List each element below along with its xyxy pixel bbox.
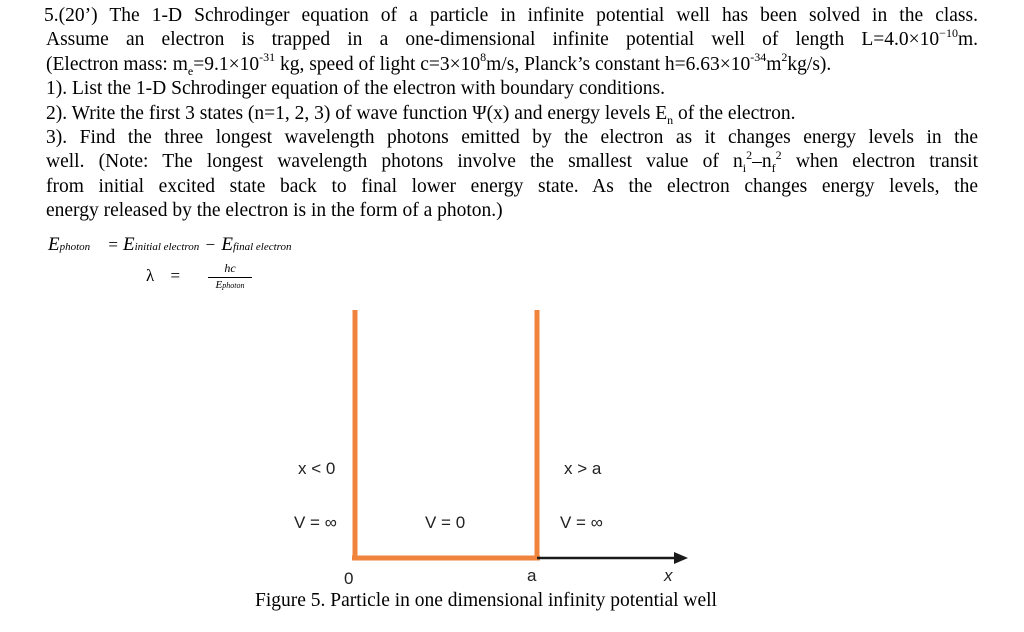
text-segment: of the electron.	[673, 102, 796, 124]
text-segment: =9.1×10	[193, 53, 260, 75]
label-middle-potential: V = 0	[425, 513, 466, 532]
subscript: n	[667, 112, 674, 127]
figure-caption: Figure 5. Particle in one dimensional infinity potential well	[255, 590, 717, 611]
exponent: -34	[750, 50, 767, 65]
subscript: e	[187, 63, 194, 78]
problem-line-4: 1). List the 1-D Schrodinger equation of the electron with boundary conditions.	[46, 78, 665, 100]
problem-line-1: 5.(20’) The 1-D Schrodinger equation of a particle in infinite potential well has been solved in the class.	[44, 5, 978, 26]
text-segment: –n	[752, 151, 772, 173]
label-left-potential: V = ∞	[294, 513, 337, 532]
tick-zero: 0	[344, 569, 354, 588]
eq-symbol: E	[215, 279, 223, 291]
tick-a: a	[527, 566, 537, 585]
exponent: 2	[746, 147, 753, 162]
x-axis-arrowhead	[674, 552, 688, 564]
eq-symbol: E	[221, 234, 233, 255]
eq-subscript: initial electron	[134, 241, 200, 253]
text-segment: m/s, Planck’s constant h=6.63×10	[486, 53, 751, 75]
eq-subscript: final electron	[233, 241, 292, 253]
text-segment: kg/s).	[787, 53, 832, 75]
eq-minus: −	[205, 235, 216, 254]
eq-subscript: photon	[222, 281, 245, 290]
eq-equals: =	[108, 235, 119, 254]
exponent: −10	[939, 25, 958, 40]
problem-line-6: 3). Find the three longest wavelength photons emitted by the electron as it changes energy levels in the	[46, 127, 978, 149]
eq-equals: =	[170, 266, 181, 285]
axis-label-x: x	[664, 566, 673, 585]
problem-line-2-end: m.	[957, 29, 978, 51]
exponent: 8	[480, 50, 487, 65]
subscript: f	[771, 161, 776, 176]
exponent: 2	[781, 50, 788, 65]
problem-line-8: from initial excited state back to final lower energy state. As the electron changes energy levels, the	[46, 175, 978, 197]
problem-line-2-text: Assume an electron is trapped in a one-dimensional infinite potential well of length L=4.0×10	[46, 29, 940, 51]
exponent: 2	[775, 147, 782, 162]
subscript: i	[742, 161, 747, 176]
exponent: -31	[259, 50, 276, 65]
problem-line-3-text: (Electron mass: m	[46, 53, 188, 75]
eq-symbol: E	[123, 234, 135, 255]
label-right-potential: V = ∞	[560, 513, 603, 532]
text-segment: kg, speed of light c=3×10	[275, 53, 481, 75]
label-right-region: x > a	[564, 459, 602, 478]
text-segment: m	[766, 53, 782, 75]
problem-line-9: energy released by the electron is in the form of a photon.)	[46, 200, 503, 222]
text-segment: when electron transit	[781, 151, 978, 173]
eq-symbol: E	[48, 234, 60, 255]
label-left-region: x < 0	[298, 459, 336, 478]
fraction-numerator: hc	[224, 261, 236, 275]
problem-line-5-text: 2). Write the first 3 states (n=1, 2, 3) of wave function Ψ(x) and energy levels E	[46, 102, 668, 124]
eq-subscript: photon	[59, 241, 91, 253]
lambda-symbol: λ	[146, 266, 155, 285]
problem-line-7-text: well. (Note: The longest wavelength photons involve the smallest value of n	[46, 151, 743, 173]
